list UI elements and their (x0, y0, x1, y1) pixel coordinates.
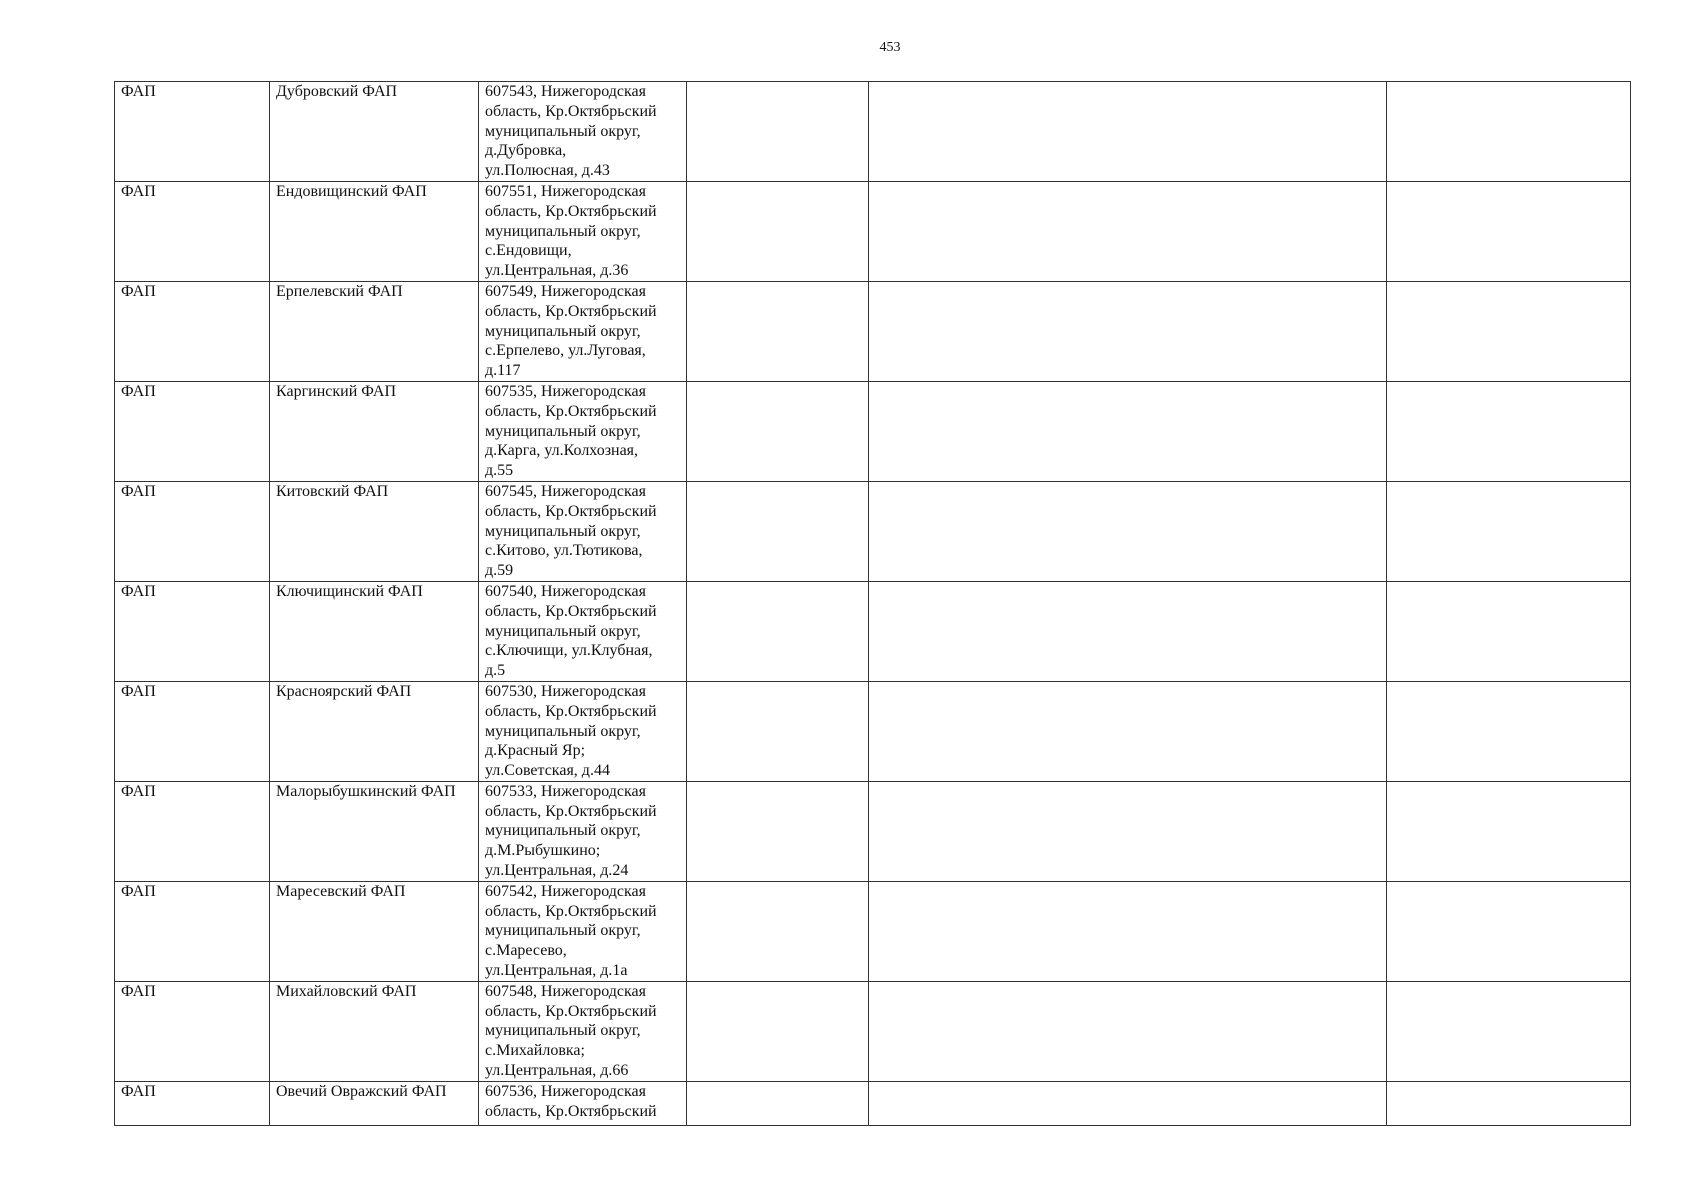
empty-cell-6 (1387, 281, 1631, 381)
empty-cell-4 (687, 781, 869, 881)
table-row (115, 481, 1631, 581)
empty-cell-4 (687, 1081, 869, 1125)
facility-table (114, 81, 1631, 1126)
empty-cell-6 (1387, 581, 1631, 681)
address-line: 607540, Нижегородская (485, 582, 646, 600)
address-line: муниципальный округ, (485, 422, 641, 440)
empty-cell-5 (869, 181, 1387, 281)
address-line: ул.Полюсная, д.43 (485, 162, 610, 180)
address-line: область, Кр.Октябрьский (485, 302, 657, 320)
facility-type-cell: ФАП (115, 881, 270, 981)
empty-cell-6 (1387, 781, 1631, 881)
facility-type-cell: ФАП (115, 481, 270, 581)
facility-name-cell: Красноярский ФАП (270, 681, 479, 781)
address-line: область, Кр.Октябрьский (485, 502, 657, 520)
table-row (115, 82, 1631, 182)
facility-name-cell: Овечий Овражский ФАП (270, 1081, 479, 1125)
facility-name-cell: Дубровский ФАП (270, 82, 479, 182)
facility-name-cell: Китовский ФАП (270, 481, 479, 581)
empty-cell-4 (687, 181, 869, 281)
table-row (115, 781, 1631, 881)
facility-address-cell (479, 381, 687, 481)
address-line: муниципальный округ, (485, 322, 641, 340)
address-line: с.Михайловка; (485, 1042, 585, 1060)
address-line: область, Кр.Октябрьский (485, 902, 657, 920)
address-line: область, Кр.Октябрьский (485, 702, 657, 720)
facility-type-cell: ФАП (115, 1081, 270, 1125)
address-line: область, Кр.Октябрьский (485, 402, 657, 420)
address-line: 607548, Нижегородская (485, 982, 646, 1000)
address-line: муниципальный округ, (485, 822, 641, 840)
address-line: муниципальный округ, (485, 222, 641, 240)
address-line: ул.Центральная, д.1а (485, 962, 628, 980)
page-number: 453 (879, 40, 901, 55)
address-line: д.Карга, ул.Колхозная, (485, 442, 639, 460)
address-line: 607543, Нижегородская (485, 83, 646, 100)
address-line: д.117 (485, 362, 521, 380)
table-row (115, 681, 1631, 781)
empty-cell-5 (869, 881, 1387, 981)
empty-cell-6 (1387, 181, 1631, 281)
facility-type-cell: ФАП (115, 781, 270, 881)
table-row (115, 381, 1631, 481)
address-line: область, Кр.Октябрьский (485, 102, 657, 120)
facility-name-cell: Маресевский ФАП (270, 881, 479, 981)
facility-address-cell (479, 781, 687, 881)
facility-address-cell (479, 181, 687, 281)
facility-name-cell: Ключищинский ФАП (270, 581, 479, 681)
table-row (115, 581, 1631, 681)
address-line: 607545, Нижегородская (485, 482, 646, 500)
empty-cell-5 (869, 681, 1387, 781)
address-line: область, Кр.Октябрьский (485, 602, 657, 620)
address-line: ул.Центральная, д.66 (485, 1062, 629, 1080)
empty-cell-6 (1387, 381, 1631, 481)
facility-address-cell (479, 581, 687, 681)
address-line: муниципальный округ, (485, 922, 641, 940)
address-line: с.Ключищи, ул.Клубная, (485, 642, 653, 660)
address-line: муниципальный округ, (485, 522, 641, 540)
facility-name-cell: Ерпелевский ФАП (270, 281, 479, 381)
empty-cell-6 (1387, 1081, 1631, 1125)
address-line: ул.Советская, д.44 (485, 762, 610, 780)
address-line: с.Маресево, (485, 942, 567, 960)
address-line: ул.Центральная, д.36 (485, 262, 629, 280)
address-line: 607535, Нижегородская (485, 382, 646, 400)
address-line: 607542, Нижегородская (485, 882, 646, 900)
table-body (115, 82, 1631, 1126)
facility-name-cell: Каргинский ФАП (270, 381, 479, 481)
facility-type-cell: ФАП (115, 381, 270, 481)
facility-type-cell: ФАП (115, 82, 270, 182)
empty-cell-6 (1387, 82, 1631, 182)
facility-address-cell (479, 82, 687, 182)
address-line: область, Кр.Октябрьский (485, 802, 657, 820)
address-line: д.59 (485, 562, 514, 580)
facility-type-cell: ФАП (115, 181, 270, 281)
table-row (115, 981, 1631, 1081)
empty-cell-5 (869, 82, 1387, 182)
empty-cell-6 (1387, 981, 1631, 1081)
empty-cell-5 (869, 281, 1387, 381)
address-line: муниципальный округ, (485, 122, 641, 140)
address-line: муниципальный округ, (485, 1022, 641, 1040)
address-line: с.Ендовищи, (485, 242, 572, 260)
address-line: область, Кр.Октябрьский (485, 1102, 657, 1120)
table-row (115, 281, 1631, 381)
facility-address-cell (479, 281, 687, 381)
facility-type-cell: ФАП (115, 981, 270, 1081)
facility-type-cell: ФАП (115, 681, 270, 781)
empty-cell-4 (687, 281, 869, 381)
table-row (115, 1081, 1631, 1125)
address-line: д.55 (485, 462, 514, 480)
facility-address-cell (479, 881, 687, 981)
empty-cell-5 (869, 381, 1387, 481)
address-line: д.Красный Яр; (485, 742, 586, 760)
address-line: д.М.Рыбушкино; (485, 842, 601, 860)
address-line: 607536, Нижегородская (485, 1082, 646, 1100)
empty-cell-4 (687, 381, 869, 481)
empty-cell-5 (869, 981, 1387, 1081)
address-line: с.Китово, ул.Тютикова, (485, 542, 643, 560)
empty-cell-4 (687, 981, 869, 1081)
facility-name-cell: Ендовищинский ФАП (270, 181, 479, 281)
empty-cell-5 (869, 1081, 1387, 1125)
table-row (115, 181, 1631, 281)
facility-address-cell (479, 681, 687, 781)
address-line: 607551, Нижегородская (485, 182, 646, 200)
empty-cell-4 (687, 581, 869, 681)
facility-type-cell: ФАП (115, 281, 270, 381)
address-line: д.5 (485, 662, 506, 680)
empty-cell-6 (1387, 481, 1631, 581)
empty-cell-5 (869, 781, 1387, 881)
empty-cell-4 (687, 481, 869, 581)
facility-name-cell: Малорыбушкинский ФАП (270, 781, 479, 881)
address-line: 607533, Нижегородская (485, 782, 646, 800)
empty-cell-4 (687, 881, 869, 981)
facility-address-cell (479, 481, 687, 581)
facility-name-cell: Михайловский ФАП (270, 981, 479, 1081)
facility-type-cell: ФАП (115, 581, 270, 681)
empty-cell-5 (869, 581, 1387, 681)
address-line: ул.Центральная, д.24 (485, 862, 629, 880)
address-line: д.Дубровка, (485, 142, 567, 160)
address-line: с.Ерпелево, ул.Луговая, (485, 342, 646, 360)
empty-cell-5 (869, 481, 1387, 581)
address-line: 607530, Нижегородская (485, 682, 646, 700)
address-line: 607549, Нижегородская (485, 282, 646, 300)
empty-cell-6 (1387, 881, 1631, 981)
empty-cell-6 (1387, 681, 1631, 781)
facility-address-cell (479, 1081, 687, 1125)
address-line: область, Кр.Октябрьский (485, 202, 657, 220)
address-line: муниципальный округ, (485, 722, 641, 740)
empty-cell-4 (687, 681, 869, 781)
address-line: муниципальный округ, (485, 622, 641, 640)
facility-address-cell (479, 981, 687, 1081)
address-line: область, Кр.Октябрьский (485, 1002, 657, 1020)
table-row (115, 881, 1631, 981)
empty-cell-4 (687, 82, 869, 182)
